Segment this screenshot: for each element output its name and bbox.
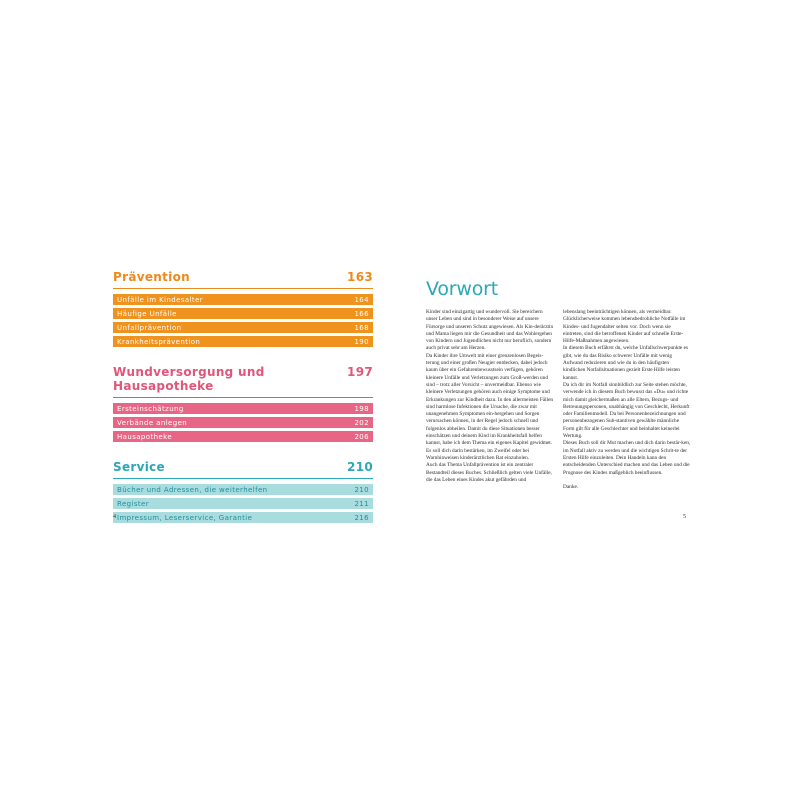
foreword-paragraph: Da Kinder ihre Umwelt mit einer grenzenlosen Begeis-terung und einer großen Neugier entdecken, dabei jedoch kaum über ein Gefahrenbewusstsein verfügen, gehören kleinere Unfälle und Verletzungen zum Groß-werden und sind – trotz aller Vorsicht – unvermeidbar. Ebenso wie kleinere Verletzungen gehören auch einige Symptome und Erkrankungen zur Kindheit dazu. In den allermeisten Fällen sind harmlose Infektionen die Ursache, die zwar mit unangenehmen Symptomen ein-hergehen und Sorgen verursachen können, in der Regel jedoch schnell und folgenlos abheilen. Damit du diese Situationen besser einschätzen und deinem Kind im Krankheitsfall helfen kannst, habe ich dem Thema ein eigenes Kapitel gewidmet. Es soll dich darin bestärken, im Zweifel oder bei Warnhinweisen kinderärztlichen Rat einzuholen. <box>426 352 554 461</box>
toc-entry[interactable] <box>113 403 373 414</box>
foreword-paragraph: lebenslang beeinträchtigen können, als vermeidbar. Glücklicherweise kommen lebensbedrohliche Notfälle im Kindes- und Jugendalter selten vor. Doch wenn sie eintreten, sind die betroffenen Kinder auf schnelle Erste-Hilfe-Maßnahmen angewiesen. <box>563 309 686 345</box>
toc-entry[interactable] <box>113 336 373 347</box>
toc-entry-page: 211 <box>354 499 369 508</box>
toc-entry[interactable] <box>113 294 373 305</box>
page-number-right: 5 <box>683 514 686 520</box>
foreword-column-right <box>563 309 691 491</box>
toc-section-heading[interactable] <box>113 270 373 284</box>
foreword-paragraph: Kinder sind einzigartig und wundervoll. Sie bereichern unser Leben und sind in besonderer Weise auf unsere Fürsorge und unseren Schutz angewiesen. Als Kin-derärztin und Mama liegen mir die Gesundheit und das Wohlergehen von Kindern und Jugendlichen nicht nur beruflich, sondern auch privat sehr am Herzen. <box>426 309 554 352</box>
toc-section-page: 210 <box>347 460 373 474</box>
toc-entry-page: 198 <box>354 404 369 413</box>
toc-section-wundversorgung <box>113 365 373 442</box>
toc-section-page: 197 <box>347 365 373 379</box>
toc-entry-label: Bücher und Adressen, die weiterhelfen <box>117 485 268 494</box>
toc-entry-label: Hausapotheke <box>117 432 173 441</box>
toc-entry[interactable] <box>113 322 373 333</box>
toc-entry-label: Unfallprävention <box>117 323 182 332</box>
foreword-paragraph: Auch das Thema Unfallprävention ist ein zentraler Bestandteil dieses Buches. Schließlich gelten viele Unfälle, die das Leben eines Kindes akut gefährden und <box>426 462 552 483</box>
toc-entry[interactable] <box>113 431 373 442</box>
foreword-title: Vorwort <box>426 278 498 300</box>
toc-entry-page: 210 <box>354 485 369 494</box>
table-of-contents <box>113 270 373 541</box>
toc-entry[interactable] <box>113 512 373 523</box>
toc-section-service <box>113 460 373 523</box>
toc-section-praevention <box>113 270 373 347</box>
toc-entry-label: Unfälle im Kindesalter <box>117 295 204 304</box>
toc-entry[interactable] <box>113 308 373 319</box>
toc-section-heading[interactable] <box>113 365 373 393</box>
toc-entry-page: 190 <box>354 337 369 346</box>
toc-entry-page: 168 <box>354 323 369 332</box>
toc-section-page: 163 <box>347 270 373 284</box>
toc-entry-page: 202 <box>354 418 369 427</box>
toc-entry-page: 164 <box>354 295 369 304</box>
toc-entry-label: Verbände anlegen <box>117 418 188 427</box>
toc-entry-label: Krankheitsprävention <box>117 337 201 346</box>
toc-entry[interactable] <box>113 417 373 428</box>
foreword-closing: Danke. <box>563 483 579 490</box>
toc-section-heading[interactable] <box>113 460 373 474</box>
foreword-column-left <box>426 309 554 484</box>
toc-entry-label: Häufige Unfälle <box>117 309 177 318</box>
foreword-paragraph: Da ich dir im Notfall sinnbildlich zur Seite stehen möchte, verwende ich in diesem Buch bewusst das »Du« und richte mich damit gleichermaßen an alle Eltern, Bezugs- und Betreuungspersonen, unabhängig von Geschlecht, Herkunft oder Familienmodell. Da bei Personenbezeichnungen und personenbezogenen Sub-stantiven gewählte männliche Form gilt für alle Geschlechter und beinhaltet keinerlei Wertung. <box>563 381 690 440</box>
toc-entry-label: Ersteinschätzung <box>117 404 184 413</box>
toc-entry[interactable] <box>113 498 373 509</box>
foreword-paragraph: Dieses Buch soll dir Mut machen und dich darin bestär-ken, im Notfall aktiv zu werden und die wichtigen Schrit-te der Ersten Hilfe einzuleiten. Dein Handeln kann den entscheidenden Unterschied machen und das Leben und die Prognose des Kindes maßgeblich beeinflussen. <box>563 440 691 476</box>
toc-entry-label: Register <box>117 499 150 508</box>
section-divider <box>113 288 373 289</box>
toc-section-title: Service <box>113 460 165 474</box>
toc-entry-page: 206 <box>354 432 369 441</box>
toc-entry-label: Impressum, Leserservice, Garantie <box>117 513 253 522</box>
foreword-paragraph: In diesem Buch erfährst du, welche Unfallschwerpunkte es gibt, wie du das Risiko schwerer Unfälle mit wenig Aufwand reduzieren und wie du in den häufigsten kindlichen Notfallsituationen gezielt Erste Hilfe leisten kannst. <box>563 345 689 381</box>
toc-entry[interactable] <box>113 484 373 495</box>
toc-entry-page: 216 <box>354 513 369 522</box>
toc-section-title: Prävention <box>113 270 190 284</box>
section-divider <box>113 478 373 479</box>
page-number-left: 4 <box>113 514 116 520</box>
toc-section-title: Wundversorgung und Hausapotheke <box>113 365 265 393</box>
toc-entry-page: 166 <box>354 309 369 318</box>
section-divider <box>113 397 373 398</box>
